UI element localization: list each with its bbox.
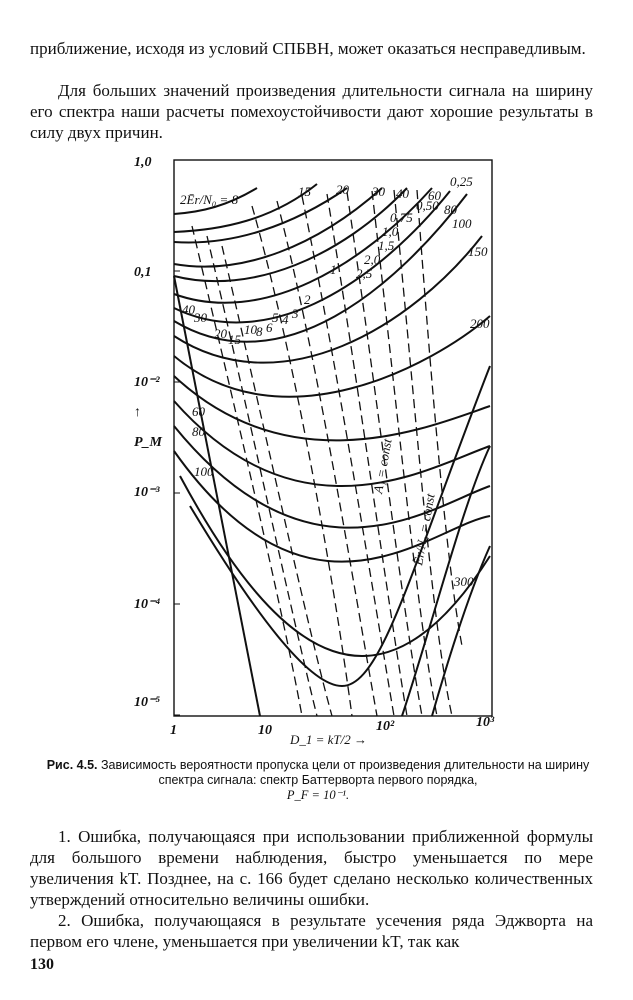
paragraph-1: приближение, исходя из условий СПБВН, может оказаться несправедливым. [30,39,586,58]
dash-left-3: 3 [292,306,299,321]
y-tick-1: 1,0 [134,155,152,170]
curve-150 [174,236,482,363]
label-20: 20 [336,182,349,197]
plot-frame [174,160,492,716]
dash-left-30: 30 [194,310,207,325]
x-tick-1: 1 [170,723,177,738]
x-axis-label: D_1 = kT/2 → [290,732,368,746]
figure-caption [40,758,596,803]
left-label-80: 80 [192,424,205,439]
dash-left-20: 20 [214,326,227,341]
caption-formula: P_F = 10⁻¹. [286,788,350,802]
page-number: 130 [30,956,54,973]
label-300: 300 [454,574,474,589]
curve-inner-1 [174,376,490,440]
caption-text: Зависимость вероятности пропуска цели от произведения длительности на ширину спектра сигнала: спектр Баттерворта первого порядка, [100,758,590,787]
y-tick-2: 0,1 [134,265,152,280]
y-tick-4: 10⁻³ [134,485,160,500]
y-axis-label: P_M [134,435,162,450]
dash-label-075: 0,75 [390,210,413,225]
dash-label-025: 0,25 [450,174,473,189]
curve-300 [432,546,490,716]
label-60: 60 [428,188,441,203]
paragraph-3: 1. Ошибка, получающаяся при использовании приближенной формулы для большого времени наблюдения, быстро уменьшается по мере увеличения kT. Позднее, на с. 166 будет сделано несколько количественных утверждений относительно величины ошибки. [30,827,593,909]
y-tick-5: 10⁻⁴ [134,597,161,612]
label-100: 100 [452,216,472,231]
annotation-a1: A₁ = const [370,437,395,495]
dash-label-10: 1,0 [382,224,399,239]
dash-label-25: 2,5 [356,266,373,281]
dash-label-15: 1,5 [378,238,395,253]
label-15: 15 [298,184,311,199]
y-tick-3: 10⁻² [134,375,160,390]
x-tick-3: 10² [376,719,395,734]
left-label-60: 60 [192,404,205,419]
dash-left-1: 1 [330,262,337,277]
dash-left-2: 2 [304,292,311,307]
y-tick-6: 10⁻⁵ [134,695,161,710]
dash-left-6: 6 [266,320,273,335]
dash-left-10: 10 [244,322,257,337]
annotation-er: Ēr/N₀ = const [410,492,438,567]
dash-left-4: 4 [282,312,289,327]
x-tick-4: 10³ [476,715,495,730]
dash-label-20: 2,0 [364,252,381,267]
y-arrow-icon: ↑ [134,405,141,420]
caption-label: Рис. 4.5. [46,758,98,772]
label-200: 200 [470,316,490,331]
paragraph-2: Для больших значений произведения длительности сигнала на ширину его спектра наши расчеты помехоустойчивости дают хорошие результаты в силу двух причин. [30,81,593,142]
left-label-100: 100 [194,464,214,479]
figure-4-5 [132,146,512,746]
label-150: 150 [468,244,488,259]
dash-left-40: 40 [182,302,195,317]
dash-label-050: 0,50 [416,198,439,213]
curve-deep [190,366,490,686]
dash-left-8: 8 [256,324,263,339]
label-8: 2Ēr/N₀ = 8 [180,192,239,207]
label-80: 80 [444,202,457,217]
curve-right [402,446,490,716]
x-tick-2: 10 [258,723,272,738]
paragraph-4: 2. Ошибка, получающаяся в результате усечения ряда Эджворта на первом его члене, уменьшается при увеличении kT, так как [30,911,593,951]
dash-left-15: 15 [228,332,241,347]
curve-inner-2 [174,401,490,486]
label-40: 40 [396,186,409,201]
dash-left-5: 5 [272,310,279,325]
label-30: 30 [372,184,385,199]
